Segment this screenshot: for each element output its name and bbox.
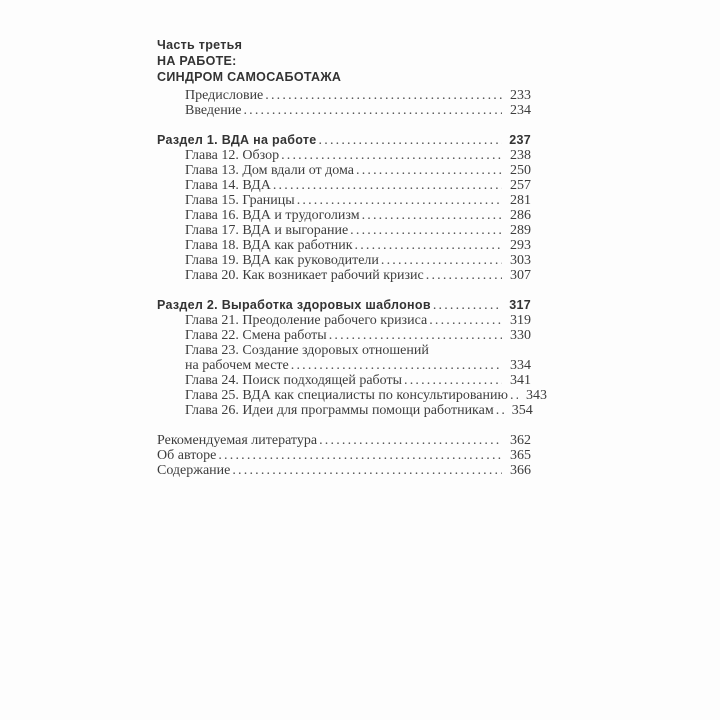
dot-leader: [427, 313, 502, 328]
toc-entry-page: 334: [510, 358, 531, 373]
toc-entry-label: Глава 13. Дом вдали от дома: [185, 163, 354, 178]
table-of-contents: [157, 37, 547, 478]
toc-entry: [157, 313, 531, 328]
dot-leader: [317, 433, 502, 448]
toc-entry: [157, 193, 531, 208]
toc-entry-label: Глава 16. ВДА и трудоголизм: [185, 208, 360, 223]
toc-entry-label: Предисловие: [185, 88, 264, 103]
toc-entry-page: 234: [510, 103, 531, 118]
toc-entry-label: Глава 22. Смена работы: [185, 328, 327, 343]
toc-entry: [157, 448, 531, 463]
toc-entry: [157, 133, 531, 148]
dot-leader: [263, 88, 502, 103]
toc-entry: [157, 373, 531, 388]
part-kicker: Часть третья: [157, 38, 243, 52]
toc-entry-label: Содержание: [157, 463, 231, 478]
toc-entry-label: Глава 23. Создание здоровых отношений: [185, 343, 429, 358]
toc-entry-label: Раздел 1. ВДА на работе: [157, 133, 317, 147]
toc-entry-label: Введение: [185, 103, 242, 118]
dot-leader: [360, 208, 502, 223]
dot-leader: [317, 133, 502, 148]
toc-entry: [157, 88, 531, 103]
dot-leader: [241, 103, 502, 118]
dot-leader: [271, 178, 502, 193]
toc-entry-page: 330: [510, 328, 531, 343]
toc-entry-label: Глава 24. Поиск подходящей работы: [185, 373, 402, 388]
toc-entry-label: Глава 12. Обзор: [185, 148, 280, 163]
toc-entry-page: 354: [511, 403, 533, 418]
dot-leader: [230, 463, 502, 478]
toc-entry: [157, 358, 531, 373]
toc-entry: [157, 463, 531, 478]
toc-entry-label: Раздел 2. Выработка здоровых шаблонов: [157, 298, 431, 312]
toc-entry: [157, 403, 531, 418]
toc-entry-page: 319: [510, 313, 531, 328]
toc-group: [157, 88, 531, 118]
toc-entry-page: 293: [510, 238, 531, 253]
dot-leader: [494, 403, 504, 418]
toc-entry: [157, 208, 531, 223]
toc-entry-page: 343: [525, 388, 547, 403]
toc-entry-page: 362: [510, 433, 531, 448]
toc-entry: [157, 103, 531, 118]
part-title-line-2: СИНДРОМ САМОСАБОТАЖА: [157, 70, 342, 84]
part-header: [157, 37, 531, 85]
toc-group: [157, 133, 531, 283]
toc-entry-page: 286: [510, 208, 531, 223]
dot-leader: [279, 148, 502, 163]
dot-leader: [327, 328, 502, 343]
toc-entry: [157, 223, 531, 238]
dot-leader: [379, 253, 502, 268]
dot-leader: [402, 373, 502, 388]
toc-entry-label: Глава 26. Идеи для программы помощи работникам: [185, 403, 494, 418]
toc-entry: [157, 388, 547, 403]
toc-entry-page: 307: [510, 268, 531, 283]
toc-entry: [157, 268, 531, 283]
toc-entry-label: Глава 15. Границы: [185, 193, 295, 208]
toc-entry: [157, 163, 531, 178]
toc-entry: [157, 433, 531, 448]
toc-group: [157, 298, 547, 418]
toc-entry-page: 365: [510, 448, 531, 463]
toc-entry-page: 237: [509, 133, 531, 147]
toc-entry-label: Глава 21. Преодоление рабочего кризиса: [185, 313, 428, 328]
dot-leader: [295, 193, 502, 208]
dot-leader: [354, 163, 502, 178]
toc-entry-page: 341: [510, 373, 531, 388]
toc-entry: [157, 178, 531, 193]
dot-leader: [216, 448, 502, 463]
toc-entry-page: 317: [509, 298, 531, 312]
dot-leader: [508, 388, 518, 403]
toc-entry-label: на рабочем месте: [185, 358, 289, 373]
toc-entry-page: 257: [510, 178, 531, 193]
toc-entry-label: Глава 18. ВДА как работник: [185, 238, 353, 253]
toc-entry-label: Об авторе: [157, 448, 217, 463]
toc-entry-label: Глава 19. ВДА как руководители: [185, 253, 379, 268]
toc-entry: [157, 253, 531, 268]
dot-leader: [289, 358, 502, 373]
toc-entry-label: Глава 25. ВДА как специалисты по консультированию: [185, 388, 508, 403]
toc-entry-label: Глава 20. Как возникает рабочий кризис: [185, 268, 424, 283]
toc-entry-page: 238: [510, 148, 531, 163]
toc-entry-label: Рекомендуемая литература: [157, 433, 318, 448]
toc-entry-page: 289: [510, 223, 531, 238]
toc-group: [157, 433, 531, 478]
toc-entry: [157, 328, 531, 343]
toc-entry: [157, 298, 531, 313]
toc-entry-page: 366: [510, 463, 531, 478]
dot-leader: [431, 298, 502, 313]
dot-leader: [424, 268, 502, 283]
dot-leader: [353, 238, 502, 253]
toc-entry-page: 233: [510, 88, 531, 103]
toc-entry-page: 303: [510, 253, 531, 268]
toc-entry-page: 250: [510, 163, 531, 178]
toc-entry-label: Глава 17. ВДА и выгорание: [185, 223, 349, 238]
part-title-line-1: НА РАБОТЕ:: [157, 54, 237, 68]
toc-groups: [157, 88, 547, 478]
toc-entry: [157, 148, 531, 163]
toc-entry: [157, 238, 531, 253]
toc-entry: [157, 343, 531, 358]
toc-entry-page: 281: [510, 193, 531, 208]
dot-leader: [348, 223, 502, 238]
toc-entry-label: Глава 14. ВДА: [185, 178, 271, 193]
